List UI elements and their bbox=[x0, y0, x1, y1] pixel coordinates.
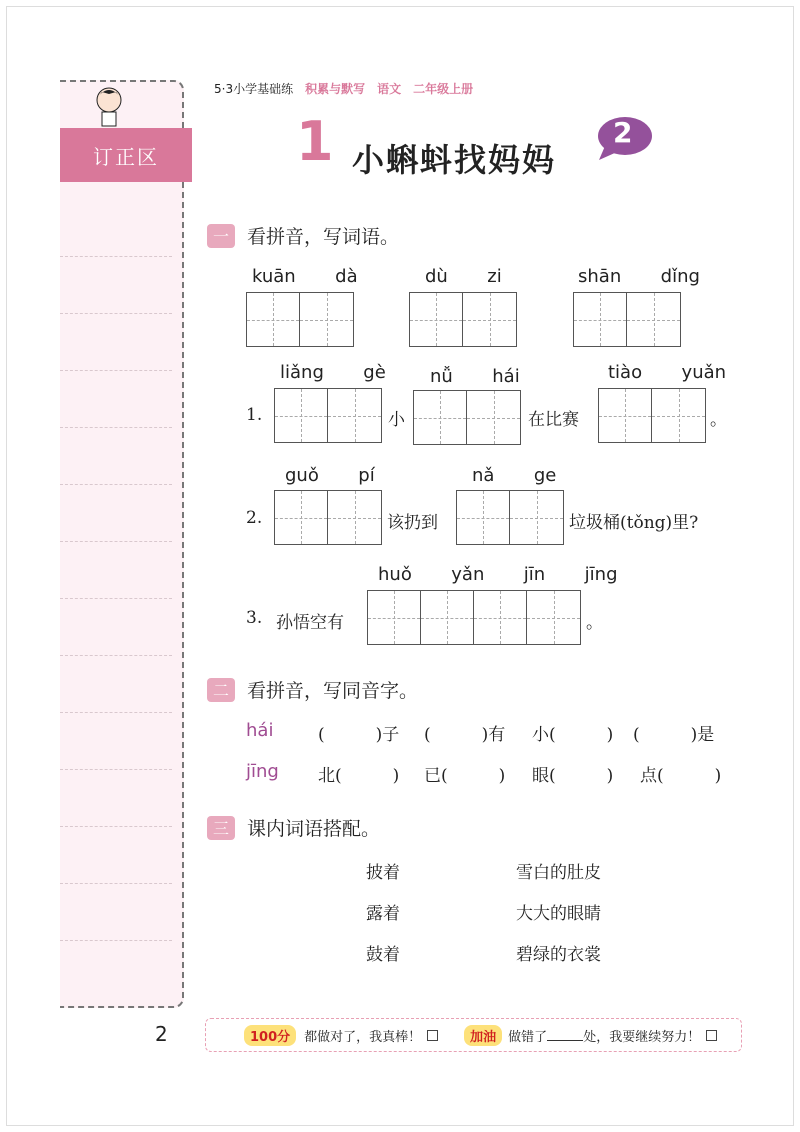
section-title: 看拼音，写同音字。 bbox=[247, 680, 419, 702]
pinyin: guǒ pí bbox=[285, 465, 375, 486]
mistakes-text-end: 处，我要继续努力！ bbox=[583, 1029, 701, 1045]
match-right[interactable]: 雪白的肚皮 bbox=[516, 863, 601, 883]
writing-grid[interactable] bbox=[573, 292, 681, 347]
item-number: 2. bbox=[246, 508, 263, 528]
fill-blank[interactable]: ( )有 bbox=[424, 725, 506, 745]
section-title: 看拼音，写词语。 bbox=[247, 226, 400, 248]
section-title: 课内词语搭配。 bbox=[247, 818, 381, 840]
writing-grid[interactable] bbox=[274, 490, 382, 545]
fill-blank[interactable]: ( )子 bbox=[318, 725, 400, 745]
page-number: 2 bbox=[155, 1022, 168, 1046]
writing-grid[interactable] bbox=[246, 292, 354, 347]
part-number: 2 bbox=[613, 116, 633, 149]
writing-grid[interactable] bbox=[598, 388, 706, 443]
pinyin: huǒ yǎn jīn jīng bbox=[378, 564, 618, 585]
all-correct-checkbox[interactable] bbox=[427, 1030, 438, 1041]
match-left[interactable]: 鼓着 bbox=[366, 945, 400, 965]
hundred-points-badge-icon: 100分 bbox=[244, 1025, 296, 1046]
pinyin: tiào yuǎn bbox=[608, 362, 727, 383]
sentence-text: 。 bbox=[710, 410, 727, 430]
writing-grid[interactable] bbox=[456, 490, 564, 545]
correction-sidebar bbox=[60, 80, 184, 1008]
match-right[interactable]: 大大的眼睛 bbox=[516, 904, 601, 924]
pinyin: shān dǐng bbox=[578, 266, 700, 287]
section-1-heading bbox=[207, 222, 399, 249]
section-badge: 一 bbox=[207, 224, 235, 248]
match-left[interactable]: 露着 bbox=[366, 904, 400, 924]
grade: 二年级上册 bbox=[413, 82, 474, 96]
sentence-text: 该扔到 bbox=[387, 513, 438, 533]
item-number: 3. bbox=[246, 608, 263, 628]
section-2-heading bbox=[207, 676, 418, 703]
subject: 语文 bbox=[377, 82, 402, 96]
mistakes-text: 做错了 bbox=[508, 1029, 548, 1045]
pinyin: nǎ ge bbox=[472, 465, 557, 486]
item-number: 1. bbox=[246, 405, 263, 425]
pinyin: liǎng gè bbox=[280, 362, 386, 383]
pinyin: nǚ hái bbox=[430, 366, 520, 387]
section-badge: 二 bbox=[207, 678, 235, 702]
correction-area-label: 订正区 bbox=[60, 128, 192, 182]
part-bubble-icon bbox=[593, 116, 653, 162]
pinyin-prompt: jīng bbox=[246, 761, 279, 782]
book-name: 积累与默写 bbox=[305, 82, 366, 96]
fill-blank[interactable]: 点( ) bbox=[640, 766, 722, 786]
writing-grid[interactable] bbox=[274, 388, 382, 443]
match-left[interactable]: 披着 bbox=[366, 863, 400, 883]
series-name: 5·3小学基础练 bbox=[214, 82, 294, 96]
writing-grid[interactable] bbox=[413, 390, 521, 445]
sentence-text: 在比赛 bbox=[528, 410, 579, 430]
sentence-text: 小 bbox=[388, 410, 405, 430]
section-3-heading bbox=[207, 814, 380, 841]
mistake-count-blank[interactable] bbox=[547, 1029, 583, 1041]
sentence-text: 孙悟空有 bbox=[276, 613, 344, 633]
fill-blank[interactable]: ( )是 bbox=[633, 725, 715, 745]
fill-blank[interactable]: 眼( ) bbox=[532, 766, 614, 786]
self-assessment-bar bbox=[205, 1018, 742, 1052]
fill-blank[interactable]: 已( ) bbox=[424, 766, 506, 786]
writing-grid[interactable] bbox=[409, 292, 517, 347]
match-right[interactable]: 碧绿的衣裳 bbox=[516, 945, 601, 965]
fill-blank[interactable]: 小( ) bbox=[532, 725, 614, 745]
mistakes-checkbox[interactable] bbox=[706, 1030, 717, 1041]
pinyin-prompt: hái bbox=[246, 720, 274, 741]
all-correct-text: 都做对了，我真棒！ bbox=[304, 1029, 422, 1045]
pinyin: dù zi bbox=[425, 266, 502, 287]
sentence-text: 。 bbox=[586, 613, 603, 633]
section-badge: 三 bbox=[207, 816, 235, 840]
writing-grid[interactable] bbox=[367, 590, 581, 645]
cheer-badge-icon: 加油 bbox=[464, 1025, 502, 1046]
lesson-title: 小蝌蚪找妈妈 bbox=[352, 141, 557, 179]
pinyin: kuān dà bbox=[252, 266, 358, 287]
lesson-number: 1 bbox=[296, 110, 334, 173]
book-header bbox=[214, 80, 473, 97]
sentence-text: 垃圾桶(tǒng)里? bbox=[569, 513, 699, 533]
boy-avatar-icon bbox=[92, 84, 126, 128]
fill-blank[interactable]: 北( ) bbox=[318, 766, 400, 786]
